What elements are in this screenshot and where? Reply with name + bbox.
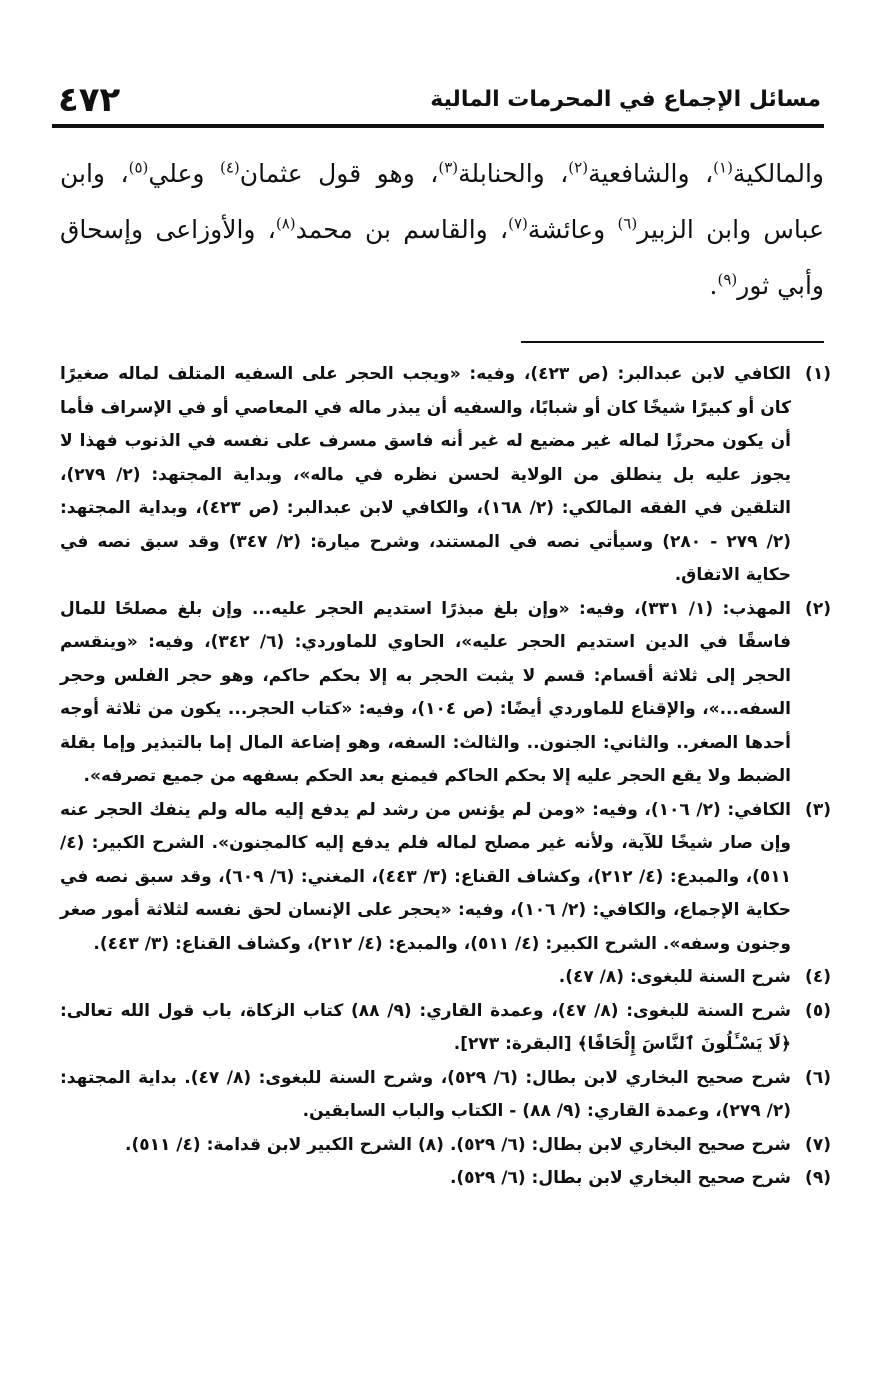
footnotes — [60, 358, 831, 1196]
footnote-ref[interactable]: (١) — [713, 158, 733, 177]
footnote-text: الشرح الكبير لابن قدامة: (٤/ ٥١١). — [124, 1134, 412, 1155]
main-text-segment: . — [709, 271, 718, 300]
footnote-item — [60, 1129, 831, 1163]
footnote-number: (٢) — [805, 598, 831, 619]
footnote-number: (١) — [805, 364, 831, 384]
footnote-text: المهذب: (١/ ٣٣١)، وفيه: «وإن بلغ مبذرًا استديم الحجر عليه... وإن بلغ مصلحًا للمال فاسقًا في الدين استديم الحجر عليه»، الحاوي للماوردي: (٦/ ٣٤٢)، وفيه: «وينقسم الحجر إلى ثلاثة أقسام: قسم لا يثبت الحجر به إلا بحكم حاكم، وهو حجر الفلس وحجر السفه...»، والإقناع للماوردي أيضًا: (ص ١٠٤)، وفيه: «كتاب الحجر... يكون من ثلاثة أوجه أحدها الصغر.. والثاني: الجنون.. والثالث: السفه، وهو إضاعة المال إما بالتبذير وإما بقلة الضبط ولا يقع الحجر عليه إلا بحكم الحاكم فيمنع بعد الحكم بسفهه من جميع تصرفه». — [60, 598, 791, 786]
main-text-segment: ، والحنابلة — [458, 159, 569, 188]
footnote-item — [60, 358, 831, 593]
footnote-number: (٨) — [417, 1134, 444, 1155]
footnote-separator — [521, 341, 824, 343]
footnote-number: (٣) — [805, 799, 831, 820]
page-header — [58, 78, 821, 122]
main-text-segment: وعلي — [148, 159, 220, 188]
footnote-text: شرح صحيح البخاري لابن بطال: (٦/ ٥٢٩). — [449, 1134, 791, 1155]
footnote-item — [60, 794, 831, 962]
footnote-item — [60, 593, 831, 794]
footnote-ref[interactable]: (٥) — [128, 158, 149, 177]
footnote-number: (٥) — [805, 1000, 831, 1021]
main-text-segment: ، والأوزاعى وإسحاق وأبي ثور — [60, 215, 824, 300]
footnote-ref[interactable]: (٢) — [568, 158, 589, 177]
footnote-ref[interactable]: (٤) — [219, 158, 240, 177]
footnote-number: (٤) — [805, 967, 831, 987]
footnote-ref[interactable]: (٧) — [508, 214, 528, 233]
footnote-item — [60, 995, 831, 1062]
footnote-ref[interactable]: (٦) — [617, 214, 638, 233]
footnote-text: شرح صحيح البخاري لابن بطال: (٦/ ٥٢٩)، وشرح السنة للبغوى: (٨/ ٤٧). بداية المجتهد: (٢/ ٢٧٩)، وعمدة القاري: (٩/ ٨٨) - الكتاب والباب السابقين. — [60, 1067, 791, 1121]
footnote-ref[interactable]: (٣) — [438, 158, 459, 177]
footnote-text: الكافي: (٢/ ١٠٦)، وفيه: «ومن لم يؤنس من رشد لم يدفع إليه ماله ولم ينفك الحجر عنه وإن صار شيخًا للآية، ولأنه غير مصلح لماله فلم يدفع إليه كالمجنون». الشرح الكبير: (٤/ ٥١١)، والمبدع: (٤/ ٢١٢)، وكشاف القناع: (٣/ ٤٤٣)، المغني: (٦/ ٦٠٩)، وقد سبق نصه في حكاية الإجماع، والكافي: (٢/ ١٠٦)، وفيه: «يحجر على الإنسان لحق نفسه لثلاثة أمور صغر وجنون وسفه». الشرح الكبير: (٤/ ٥١١)، والمبدع: (٤/ ٢١٢)، وكشاف القناع: (٣/ ٤٤٣). — [60, 799, 791, 954]
footnote-text: شرح السنة للبغوى: (٨/ ٤٧). — [558, 967, 791, 987]
footnote-ref[interactable]: (٨) — [275, 214, 296, 233]
running-title: مسائل الإجماع في المحرمات المالية — [430, 87, 821, 112]
footnote-text-combined — [60, 1129, 791, 1163]
main-paragraph — [60, 146, 824, 314]
main-text-segment: ، والقاسم بن محمد — [295, 215, 509, 244]
footnote-text: شرح صحيح البخاري لابن بطال: (٦/ ٥٢٩). — [449, 1168, 791, 1188]
footnote-text: الكافي لابن عبدالبر: (ص ٤٢٣)، وفيه: «ويجب الحجر على السفيه المتلف لماله صغيرًا كان أو كبيرًا شيخًا كان أو شبابًا، والسفيه أن يبذر ماله في المعاصي أو في الإسراف فأما أن يكون محرزًا لماله غير مضيع له غير أنه فاسق مسرف على نفسه في الذنوب فهذا لا يجوز عليه بل ينطلق من الولاية لحسن نظره في ماله»، وبداية المجتهد: (٢/ ٢٧٩)، التلقين في الفقه المالكي: (٢/ ١٦٨)، والكافي لابن عبدالبر: (ص ٤٢٣)، وبداية المجتهد: (٢/ ٢٧٩ - ٢٨٠) وسيأتي نصه في المستند، وشرح ميارة: (٢/ ٣٤٧) وقد سبق نصه في حكاية الاتفاق. — [60, 364, 791, 585]
footnote-number: (٧) — [805, 1134, 831, 1155]
footnote-item — [60, 1162, 831, 1196]
main-text-segment: ، وابن عباس وابن الزبير — [60, 159, 825, 244]
header-rule — [52, 124, 824, 128]
main-text-segment: والمالكية — [732, 159, 824, 188]
main-text-segment: ، وهو قول عثمان — [239, 159, 439, 188]
footnote-text: شرح السنة للبغوى: (٨/ ٤٧)، وعمدة القاري: (٩/ ٨٨) كتاب الزكاة، باب قول الله تعالى: ﴿لَا يَسْـَٔلُونَ ٱلنَّاسَ إِلْحَافًا﴾ [البقرة: ٢٧٣]. — [60, 1000, 791, 1054]
footnote-number: (٦) — [805, 1067, 831, 1088]
page-number: ٤٧٢ — [58, 80, 121, 120]
footnote-item — [60, 961, 831, 995]
main-text-segment: وعائشة — [527, 215, 618, 244]
footnote-ref[interactable]: (٩) — [717, 270, 738, 289]
footnote-item — [60, 1062, 831, 1129]
main-text-segment: ، والشافعية — [588, 159, 714, 188]
footnote-number: (٩) — [805, 1168, 831, 1188]
